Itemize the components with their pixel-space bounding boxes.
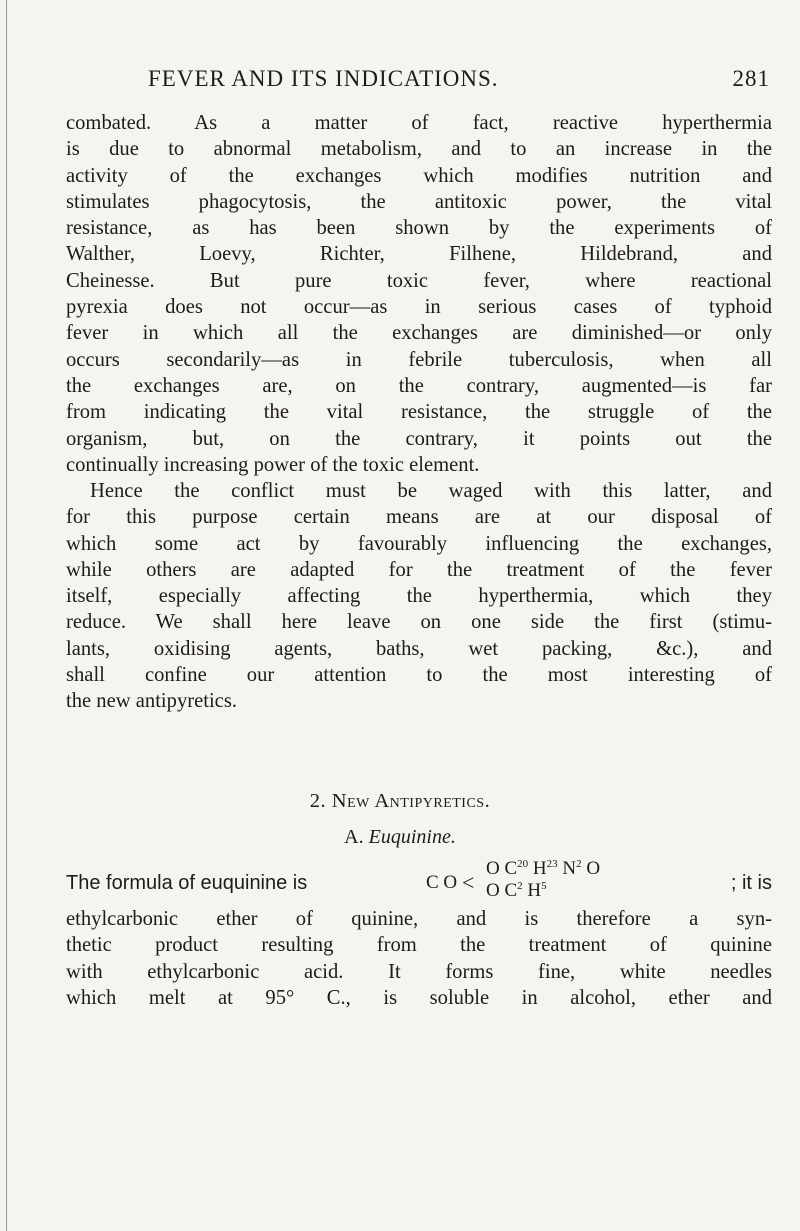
formula-lower-branch [486, 880, 547, 902]
text-line: itself, especially affecting the hyperthermia, which they [66, 585, 772, 608]
text-line: ethylcarbonic ether of quinine, and is therefore a syn- [66, 908, 772, 930]
running-header [70, 66, 770, 98]
section-title: New Antipyretics. [331, 790, 491, 812]
formula-co-group: C O [426, 872, 458, 893]
page-edge-line [6, 0, 7, 1231]
formula-part: O [581, 858, 601, 879]
text-line: pyrexia does not occur—as in serious cases of typhoid [66, 296, 772, 319]
paragraph-1 [66, 110, 772, 478]
formula-part: O C [486, 880, 518, 901]
formula-part: H [522, 880, 542, 901]
text-line: Cheinesse. But pure toxic fever, where reactional [66, 269, 772, 292]
formula-subscript: 23 [546, 858, 558, 870]
formula-lead-text: The formula of euquinine is [66, 872, 308, 894]
formula-subscript: 2 [517, 880, 523, 892]
subsection-letter: A. [344, 826, 364, 848]
text-line: stimulates phagocytosis, the antitoxic power, the vital [66, 190, 772, 213]
text-line: while others are adapted for the treatment of the fever [66, 558, 772, 581]
text-line: Walther, Loevy, Richter, Filhene, Hildebrand, and [66, 243, 772, 266]
formula-tail-text: ; it is [730, 872, 772, 894]
section-heading [0, 790, 800, 813]
text-line: which some act by favourably influencing the exchanges, [66, 532, 772, 555]
text-line: which melt at 95° C., is soluble in alcohol, ether and [66, 986, 772, 1009]
text-line: activity of the exchanges which modifies nutrition and [66, 164, 772, 187]
formula-line [66, 860, 772, 900]
text-line: from indicating the vital resistance, the struggle of the [66, 401, 772, 424]
text-line: Hence the conflict must be waged with this latter, and [90, 480, 772, 502]
paragraph-3 [66, 906, 772, 1011]
text-line: continually increasing power of the toxic element. [66, 453, 480, 476]
chemical-formula [426, 860, 706, 900]
page-number: 281 [732, 66, 770, 91]
formula-upper-branch [486, 858, 600, 880]
text-line: combated. As a matter of fact, reactive hyperthermia [66, 112, 772, 134]
formula-subscript: 20 [517, 858, 529, 870]
text-line: shall confine our attention to the most interesting of [66, 664, 772, 687]
text-line: is due to abnormal metabolism, and to an increase in the [66, 138, 772, 161]
paragraph-2 [66, 478, 772, 715]
subsection-heading [0, 826, 800, 849]
text-line: lants, oxidising agents, baths, wet packing, &c.), and [66, 637, 772, 660]
formula-part: H [528, 858, 547, 879]
formula-branch-bracket: < [462, 870, 475, 895]
text-line: reduce. We shall here leave on one side the first (stimu- [66, 611, 772, 634]
text-line: the new antipyretics. [66, 690, 237, 713]
text-line: the exchanges are, on the contrary, augmented—is far [66, 374, 772, 397]
formula-part: O C [486, 858, 518, 879]
section-number: 2. [309, 790, 327, 812]
formula-subscript: 2 [576, 858, 582, 870]
text-line: occurs secondarily—as in febrile tuberculosis, when all [66, 348, 772, 371]
text-line: fever in which all the exchanges are diminished—or only [66, 322, 772, 345]
formula-part: N [557, 858, 577, 879]
text-line: organism, but, on the contrary, it points out the [66, 427, 772, 450]
running-title: FEVER AND ITS INDICATIONS. [148, 66, 499, 91]
text-line: for this purpose certain means are at our disposal of [66, 506, 772, 529]
formula-subscript: 5 [541, 880, 547, 892]
text-line: resistance, as has been shown by the experiments of [66, 217, 772, 240]
subsection-title: Euquinine. [368, 826, 456, 848]
text-line: with ethylcarbonic acid. It forms fine, white needles [66, 960, 772, 983]
text-line: thetic product resulting from the treatment of quinine [66, 934, 772, 957]
